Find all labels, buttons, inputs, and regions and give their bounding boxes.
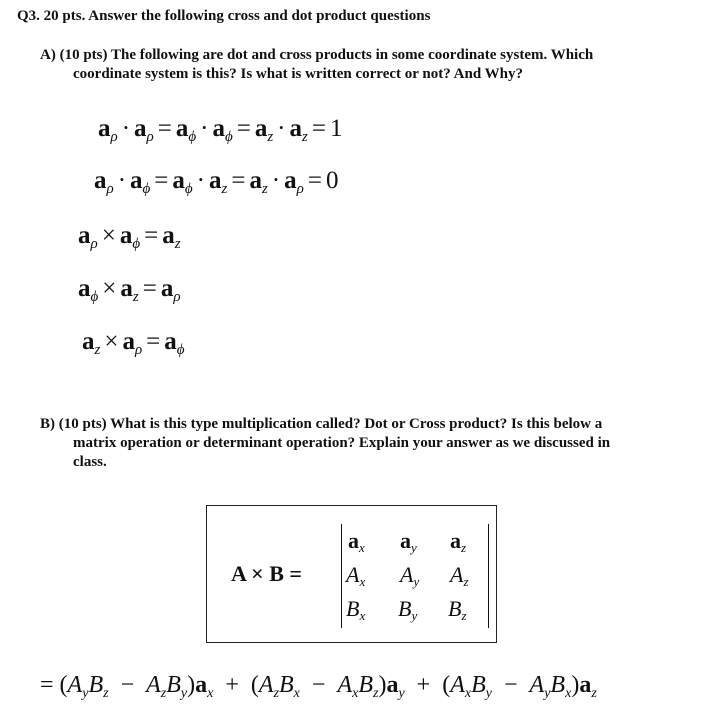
equation-cross-2: $a_\phi \times a_z = a_\rho$ [78, 275, 181, 305]
determinant-matrix [341, 524, 489, 628]
result-prefix: = [40, 672, 54, 698]
matrix-cell: $A_x$ [346, 562, 366, 589]
matrix-cell: $a_z$ [450, 528, 467, 555]
part-b-line-1: B) (10 pts) What is this type multiplication called? Dot or Cross product? Is this below a [40, 416, 603, 432]
cross-product-expansion [40, 672, 597, 702]
result-expression: $(A_yB_z - A_zB_y)a_x + (A_zB_x - A_xB_z)a_y + (A_xB_y - A_yB_x)a_z$ [59, 672, 597, 701]
part-a-line-2: coordinate system is this? Is what is written correct or not? And Why? [73, 66, 523, 82]
part-b-line-2: matrix operation or determinant operation? Explain your answer as we discussed in [73, 435, 611, 451]
matrix-cell: $B_z$ [448, 596, 467, 623]
part-a-prompt [40, 46, 593, 84]
equation-cross-3: $a_z \times a_\rho = a_\phi$ [82, 328, 185, 358]
matrix-cell: $B_x$ [346, 596, 366, 623]
matrix-cell: $a_y$ [400, 528, 417, 555]
equation-cross-1: $a_\rho \times a_\phi = a_z$ [78, 222, 181, 252]
matrix-cell: $A_z$ [450, 562, 469, 589]
equation-dot-orthogonal: $a_\rho \cdot a_\phi = a_\phi \cdot a_z = a_z \cdot a_\rho = 0$ [94, 167, 339, 197]
equation-dot-unit: $a_\rho \cdot a_\rho = a_\phi \cdot a_\phi = a_z \cdot a_z = 1$ [98, 115, 343, 145]
matrix-cell: $A_y$ [400, 562, 420, 589]
part-b-line-3: class. [73, 454, 107, 470]
equation-1-rhs: 1 [329, 115, 343, 142]
question-title: Q3. 20 pts. Answer the following cross and dot product questions [17, 8, 431, 24]
matrix-cell: $B_y$ [398, 596, 418, 623]
part-a-line-1: A) (10 pts) The following are dot and cross products in some coordinate system. Which [40, 47, 594, 63]
determinant-box [206, 505, 497, 643]
part-b-prompt [40, 415, 610, 472]
matrix-cell: $a_x$ [348, 528, 365, 555]
determinant-lhs: A × B = [231, 561, 302, 586]
equation-2-rhs: 0 [325, 167, 339, 194]
